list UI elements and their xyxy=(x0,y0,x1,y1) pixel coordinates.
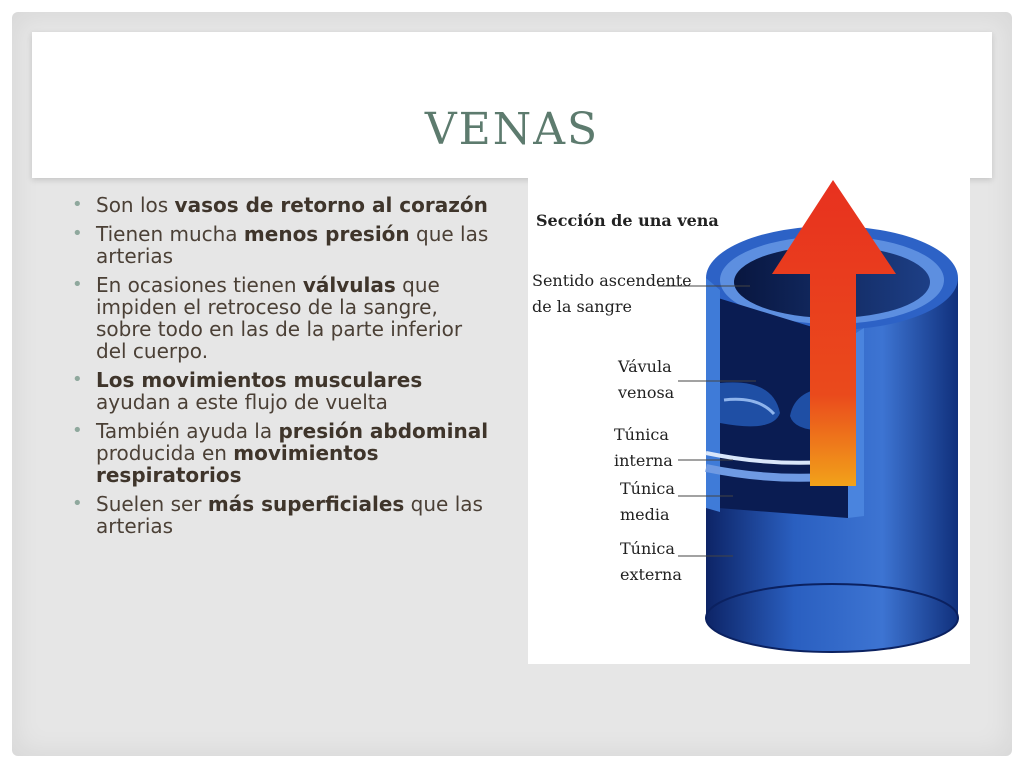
bullet-text: En ocasiones tienen xyxy=(96,273,303,297)
label-externa-line1: Túnica xyxy=(620,539,675,558)
label-sentido-line1: Sentido ascendente xyxy=(532,271,692,290)
vein-section-figure xyxy=(528,178,970,664)
bullet-emphasis: vasos de retorno al corazón xyxy=(174,193,488,217)
vein-diagram xyxy=(528,178,970,664)
bullet-text: producida en xyxy=(96,441,234,465)
bullet-text: ayudan a este flujo de vuelta xyxy=(96,390,388,414)
bullet-emphasis: más superficiales xyxy=(207,492,405,516)
bullet-emphasis: menos presión xyxy=(243,222,410,246)
label-externa-line2: externa xyxy=(620,565,682,584)
bullet-text: Suelen ser xyxy=(96,492,208,516)
cutaway-wall-left xyxy=(706,278,720,512)
figure-title: Sección de una vena xyxy=(536,211,719,230)
label-valvula-line1: Vávula xyxy=(618,357,672,376)
label-media-line1: Túnica xyxy=(620,479,675,498)
bullet-item xyxy=(72,369,492,413)
bullet-text: que las arterias xyxy=(96,222,489,268)
bullet-emphasis: Los movimientos musculares xyxy=(96,368,423,392)
bullet-text: que las arterias xyxy=(96,492,483,538)
bullet-item xyxy=(72,194,492,216)
slide-title: VENAS xyxy=(424,104,600,155)
bullet-item xyxy=(72,223,492,267)
label-valvula-line2: venosa xyxy=(618,383,675,402)
bullet-text: que impiden el retroceso de la sangre, sobre todo en las de la parte inferior del cuerpo. xyxy=(96,273,463,363)
bullet-list xyxy=(72,194,492,544)
bullet-emphasis: movimientos respiratorios xyxy=(96,441,379,487)
bullet-text: Tienen mucha xyxy=(96,222,244,246)
bullet-item xyxy=(72,420,492,486)
bullet-item xyxy=(72,493,492,537)
title-band xyxy=(32,32,992,178)
bullet-text: Son los xyxy=(96,193,175,217)
label-interna-line1: Túnica xyxy=(614,425,669,444)
label-interna-line2: interna xyxy=(614,451,673,470)
label-sentido-line2: de la sangre xyxy=(532,297,632,316)
label-media-line2: media xyxy=(620,505,670,524)
bullet-text: También ayuda la xyxy=(96,419,279,443)
bullet-item xyxy=(72,274,492,362)
bullet-emphasis: presión abdominal xyxy=(278,419,489,443)
bullet-emphasis: válvulas xyxy=(302,273,396,297)
